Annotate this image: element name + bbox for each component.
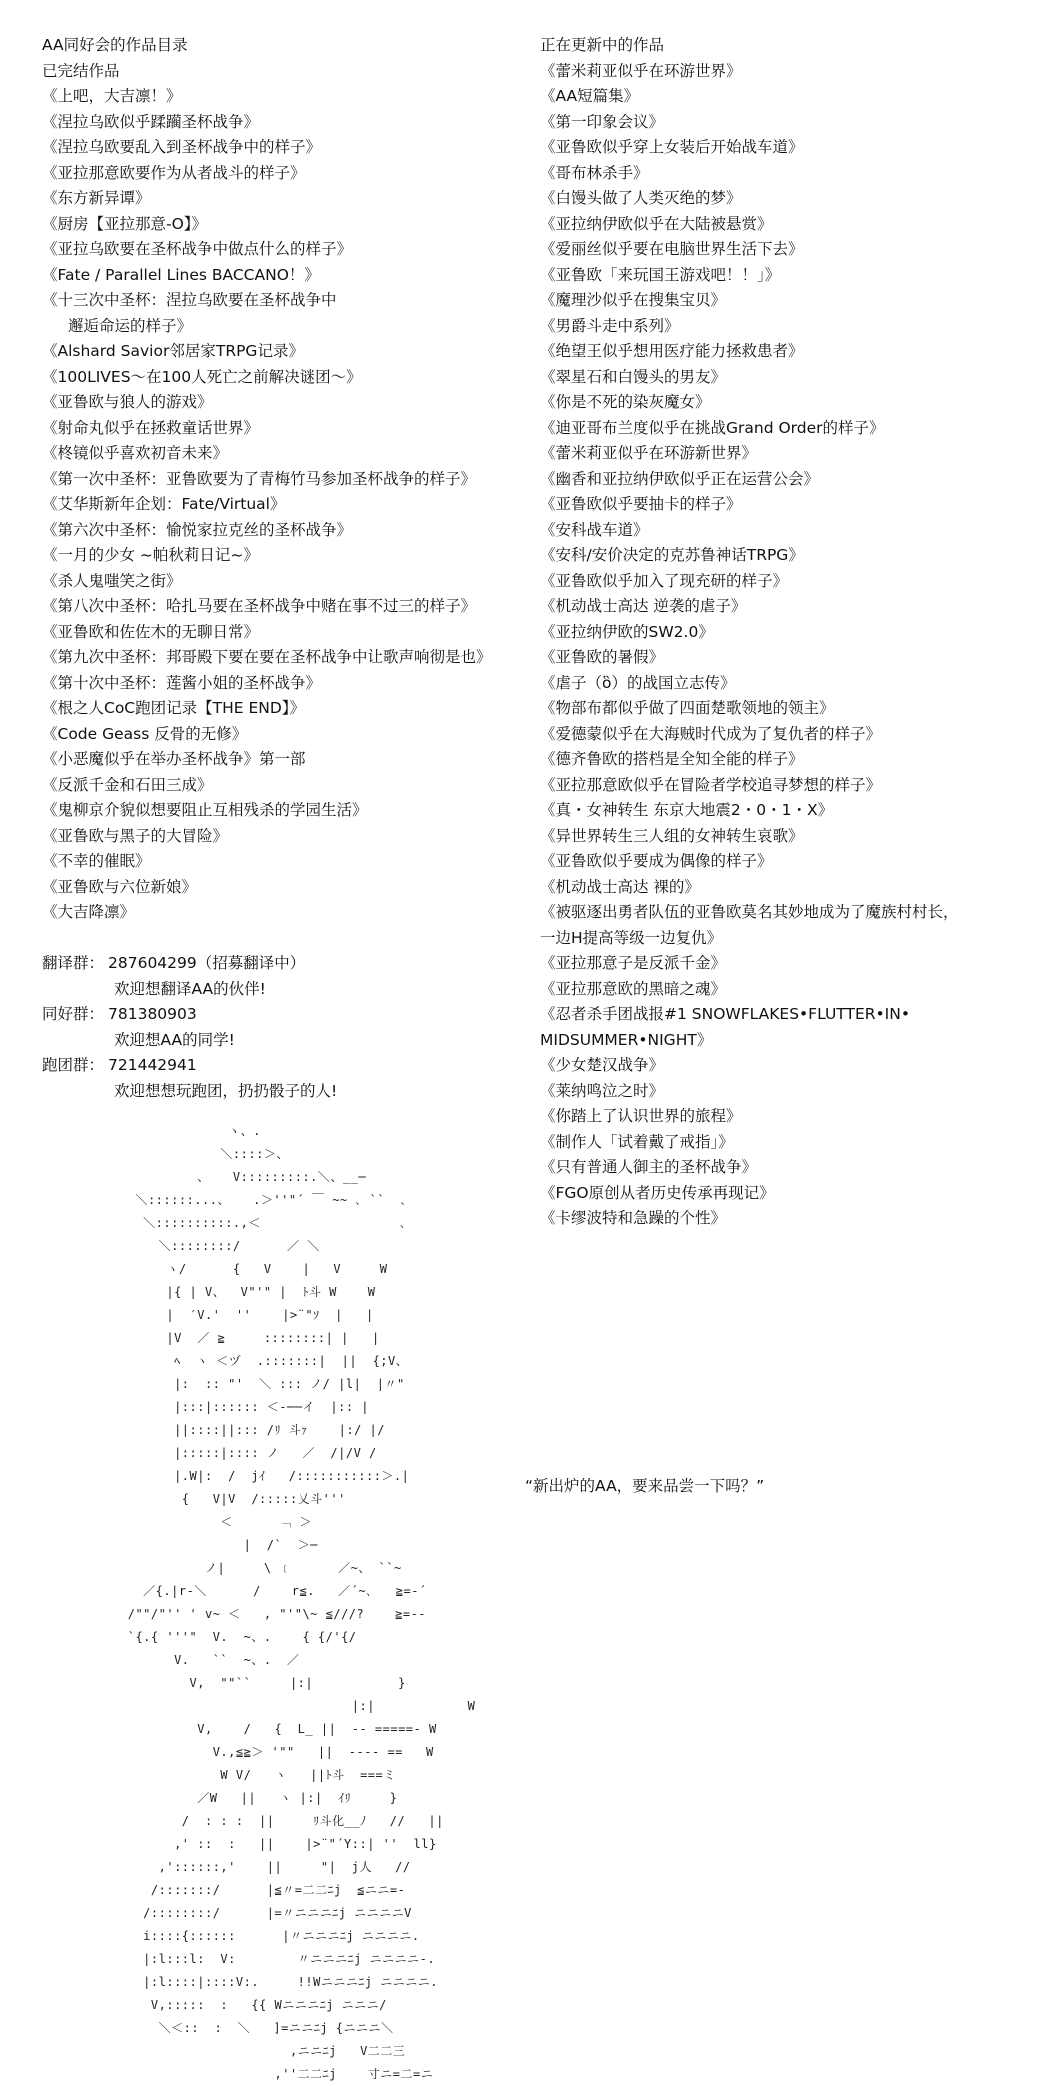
updating-work-item: 《爱丽丝似乎要在电脑世界生活下去》: [540, 240, 804, 258]
completed-work-item: 《十三次中圣杯：涅拉乌欧要在圣杯战争中: [42, 291, 337, 309]
updating-work-item: 《迪亚哥布兰度似乎在挑战Grand Order的样子》: [540, 418, 885, 437]
updating-work-item: 《少女楚汉战争》: [540, 1056, 665, 1074]
completed-works-list: [42, 84, 522, 926]
updating-work-item: 《德齐鲁欧的搭档是全知全能的样子》: [540, 750, 804, 768]
updating-work-item: 《白馒头做了人类灭绝的梦》: [540, 189, 742, 207]
updating-work-item: 《制作人「试着戴了戒指」》: [540, 1132, 734, 1151]
updating-work-item: MIDSUMMER•NIGHT》: [540, 1030, 713, 1049]
completed-work-item: 《柊镜似乎喜欢初音未来》: [42, 444, 229, 462]
updating-work-item: 《爱德蒙似乎在大海贼时代成为了复仇者的样子》: [540, 724, 882, 743]
completed-work-item: 《第一次中圣杯：亚鲁欧要为了青梅竹马参加圣杯战争的样子》: [42, 469, 477, 488]
updating-work-item: 《蕾米莉亚似乎在环游世界》: [540, 61, 742, 80]
qq-group-slogan: 欢迎想AA的同学!: [114, 1030, 235, 1049]
updating-works-label: 正在更新中的作品: [540, 36, 665, 54]
qq-group-number: 781380903: [108, 1005, 197, 1023]
qq-group-row: [42, 1053, 522, 1079]
completed-work-item: 《厨房【亚拉那意-O】》: [42, 214, 208, 233]
updating-work-item: 《异世界转生三人组的女神转生哀歌》: [540, 826, 804, 845]
completed-work-item: 《根之人CoC跑团记录【THE END】》: [42, 699, 306, 717]
completed-work-item: 《涅拉乌欧要乱入到圣杯战争中的样子》: [42, 138, 322, 156]
completed-work-item: 《一月的少女 ~帕秋莉日记~》: [42, 546, 259, 564]
catalog-heading: AA同好会的作品目录: [42, 36, 188, 54]
completed-work-item: 《艾华斯新年企划：Fate/Virtual》: [42, 495, 286, 513]
completed-work-item: 《Fate / Parallel Lines BACCANO！》: [42, 265, 320, 284]
updating-work-item: 《你踏上了认识世界的旅程》: [540, 1107, 742, 1125]
completed-work-item: 《第六次中圣杯：愉悦家拉克丝的圣杯战争》: [42, 520, 353, 539]
updating-works-list: [540, 59, 1045, 1232]
qq-group-row: [42, 1002, 522, 1028]
updating-work-item: 《翠星石和白馒头的男友》: [540, 367, 727, 386]
qq-group-label: 跑团群：: [42, 1056, 105, 1074]
qq-group-label: 同好群：: [42, 1005, 105, 1023]
completed-work-item: 《亚鲁欧和佐佐木的无聊日常》: [42, 622, 260, 641]
updating-work-item: 《安科战车道》: [540, 520, 649, 539]
quote-caption: “新出炉的AA，要来品尝一下吗？”: [525, 1477, 765, 1495]
updating-work-item: 《哥布林杀手》: [540, 163, 649, 182]
qq-group-label: 翻译群：: [42, 954, 105, 972]
spacer: [42, 926, 522, 952]
completed-work-item: 《大吉降凛》: [42, 903, 136, 921]
updating-work-item: 《忍者杀手团战报#1 SNOWFLAKES•FLUTTER•IN•: [540, 1005, 910, 1023]
updating-work-item: 《亚鲁欧似乎加入了现充研的样子》: [540, 571, 789, 590]
completed-work-item: 《涅拉乌欧似乎蹂躏圣杯战争》: [42, 112, 260, 131]
updating-work-item: 《亚鲁欧的暑假》: [540, 648, 665, 666]
updating-work-item: 《物部布都似乎做了四面楚歌领地的领主》: [540, 699, 835, 717]
qq-group-slogan: 欢迎想想玩跑团，扔扔骰子的人!: [114, 1081, 338, 1100]
left-column: [42, 33, 522, 1104]
completed-work-item: 《第十次中圣杯：莲酱小姐的圣杯战争》: [42, 673, 322, 692]
completed-work-item: 《亚鲁欧与黑子的大冒险》: [42, 826, 229, 845]
completed-work-item: 《东方新异谭》: [42, 189, 151, 207]
completed-work-item: 《射命丸似乎在拯救童话世界》: [42, 418, 260, 437]
updating-work-item: 《FGO原创从者历史传承再现记》: [540, 1183, 775, 1202]
completed-work-item: 《杀人鬼嗤笑之街》: [42, 571, 182, 590]
completed-work-item: 《第八次中圣杯：哈扎马要在圣杯战争中赌在事不过三的样子》: [42, 597, 477, 615]
updating-work-item: 《卡缪波特和急躁的个性》: [540, 1209, 727, 1227]
qq-group-number: 287604299（招募翻译中）: [108, 954, 306, 972]
completed-work-item: 《亚拉乌欧要在圣杯战争中做点什么的样子》: [42, 240, 353, 258]
updating-work-item: 《亚鲁欧「来玩国王游戏吧！！」》: [540, 265, 781, 284]
qq-group-number: 721442941: [108, 1056, 197, 1074]
completed-work-item: 《小恶魔似乎在举办圣杯战争》第一部: [42, 750, 306, 768]
updating-work-item: 《亚拉纳伊欧的SW2.0》: [540, 622, 714, 641]
updating-work-item: 《安科/安价决定的克苏鲁神话TRPG》: [540, 546, 804, 564]
completed-work-item: 《反派千金和石田三成》: [42, 775, 213, 794]
completed-works-label: 已完结作品: [42, 61, 120, 80]
updating-work-item: 《男爵斗走中系列》: [540, 316, 680, 335]
updating-work-item: 《亚拉那意欧的黑暗之魂》: [540, 979, 727, 998]
completed-work-item: 《鬼柳京介貌似想要阻止互相残杀的学园生活》: [42, 801, 368, 819]
completed-work-item: 《不幸的催眠》: [42, 852, 151, 870]
qq-group-row: [42, 951, 522, 977]
updating-work-item: 《虐子（ὃ）的战国立志传》: [540, 673, 736, 692]
updating-work-item: 《被驱逐出勇者队伍的亚鲁欧莫名其妙地成为了魔族村村长，: [540, 903, 959, 921]
updating-work-item: 《亚鲁欧似乎要成为偶像的样子》: [540, 852, 773, 870]
qq-group-slogan: 欢迎想翻译AA的伙伴!: [114, 979, 266, 998]
updating-work-item: 一边H提高等级一边复仇》: [540, 928, 723, 947]
completed-work-item: 《第九次中圣杯：邦哥殿下要在要在圣杯战争中让歌声响彻是也》: [42, 648, 492, 666]
updating-work-item: 《只有普通人御主的圣杯战争》: [540, 1158, 758, 1176]
updating-work-item: 《第一印象会议》: [540, 112, 665, 131]
updating-work-item: 《亚拉纳伊欧似乎在大陆被悬赏》: [540, 214, 773, 233]
ascii-art-character-illustration: ヽ、. ＼::::＞、 、 V:::::::::.＼、__─ ＼::::::...、 .＞''"´ ￣ ~~ ､ `` ､ ＼::::::::::.,＜ ､ ＼::::::::/ ／ ＼ ヽ/ { V | V W |{ | V、 V"'" | ﾄ斗 W W | ′V.' '' |>¨"ｿ | | |V ／ ≧ ::::::::| | | ﾍ ヽ ＜ヅ .:::::::| || {;V、 |: :: "' ＼ ::: ノ/ |l| |〃" |:::|:::::: ＜-──イ |:: | ||::::||::: /ﾘ 斗ｧ |:/ |/ |:::::|:::: ノ ／ /|/V / |.W|: / jｲ /:::::::::::＞.| { V|V /:::::乂斗''' ＜ ﹁ ＞ | /` ＞─ ノ| \ ﹝ ／~、 ``~ ／{.|r-＼ / r≦. ／´~､ ≧=-´ /""/"'' ' v~ ＜ , "'"\~ ≦///? ≧=-- `{.{ '''" V. ~、. { {/'{/ V. `` ~、. ／ V, ""`` |:| } |:| W V, / { L_ || -- =====- W V.,≦≧＞ '"" || ---- == W W V/ ヽ ||ﾄ斗 ===ミ ／W || ヽ |:| ｲﾘ } / : : : || ﾘ斗化__ﾉ // || ,' :: : || |>¨"´Y::| '' ll} ,'::::::,' || "| j人 // /:::::::/ |≦〃=二二ﾆj ≦ニニ=- /::::::::/ |=〃ニニニﾆj ニニニニV i::::{:::::: |〃ニニニﾆj ニニニニ. |:l:::l: V: 〃ニニニﾆj ニニニニ-. |:l::::|::::V:. !!Wニニニﾆj ニニニニ. V,::::: : {{ Wニニニﾆj ニニニ/ ＼＜:: : ＼ ]=ニニﾆj {ニニニ＼ ,ニニﾆj V二二三 ,''二二ﾆj 寸ニ=二=ニ: [127, 1124, 476, 2081]
updating-work-item: 《亚拉那意欧似乎在冒险者学校追寻梦想的样子》: [540, 775, 882, 794]
updating-work-item: 《亚鲁欧似乎穿上女装后开始战车道》: [540, 138, 804, 156]
updating-work-item: 《幽香和亚拉纳伊欧似乎正在运营公会》: [540, 469, 820, 488]
right-column: [540, 33, 1045, 1232]
qq-group-list: [42, 951, 522, 1104]
updating-work-item: 《亚拉那意子是反派千金》: [540, 954, 727, 972]
updating-work-item: 《蕾米莉亚似乎在环游新世界》: [540, 444, 758, 462]
updating-work-item: 《亚鲁欧似乎要抽卡的样子》: [540, 495, 742, 513]
completed-work-item: 《上吧，大吉凛！》: [42, 87, 182, 105]
updating-work-item: 《机动战士高达 裸的》: [540, 877, 700, 896]
completed-work-item: 《100LIVES～在100人死亡之前解决谜团～》: [42, 367, 362, 386]
completed-work-item: 《亚鲁欧与狼人的游戏》: [42, 393, 213, 411]
updating-work-item: 《真・女神转生 东京大地震2・0・1・X》: [540, 801, 834, 819]
updating-work-item: 《AA短篇集》: [540, 87, 640, 105]
updating-work-item: 《魔理沙似乎在搜集宝贝》: [540, 291, 727, 309]
completed-work-item: 《亚鲁欧与六位新娘》: [42, 877, 198, 896]
completed-work-item: 邂逅命运的样子》: [68, 316, 193, 335]
completed-work-item: 《Code Geass 反骨的无修》: [42, 724, 248, 743]
updating-work-item: 《机动战士高达 逆袭的虐子》: [540, 597, 747, 615]
updating-work-item: 《绝望王似乎想用医疗能力拯救患者》: [540, 342, 804, 360]
updating-work-item: 《你是不死的染灰魔女》: [540, 393, 711, 411]
completed-work-item: 《Alshard Savior邻居家TRPG记录》: [42, 342, 304, 360]
completed-work-item: 《亚拉那意欧要作为从者战斗的样子》: [42, 163, 306, 182]
updating-work-item: 《莱纳鸣泣之时》: [540, 1081, 665, 1100]
